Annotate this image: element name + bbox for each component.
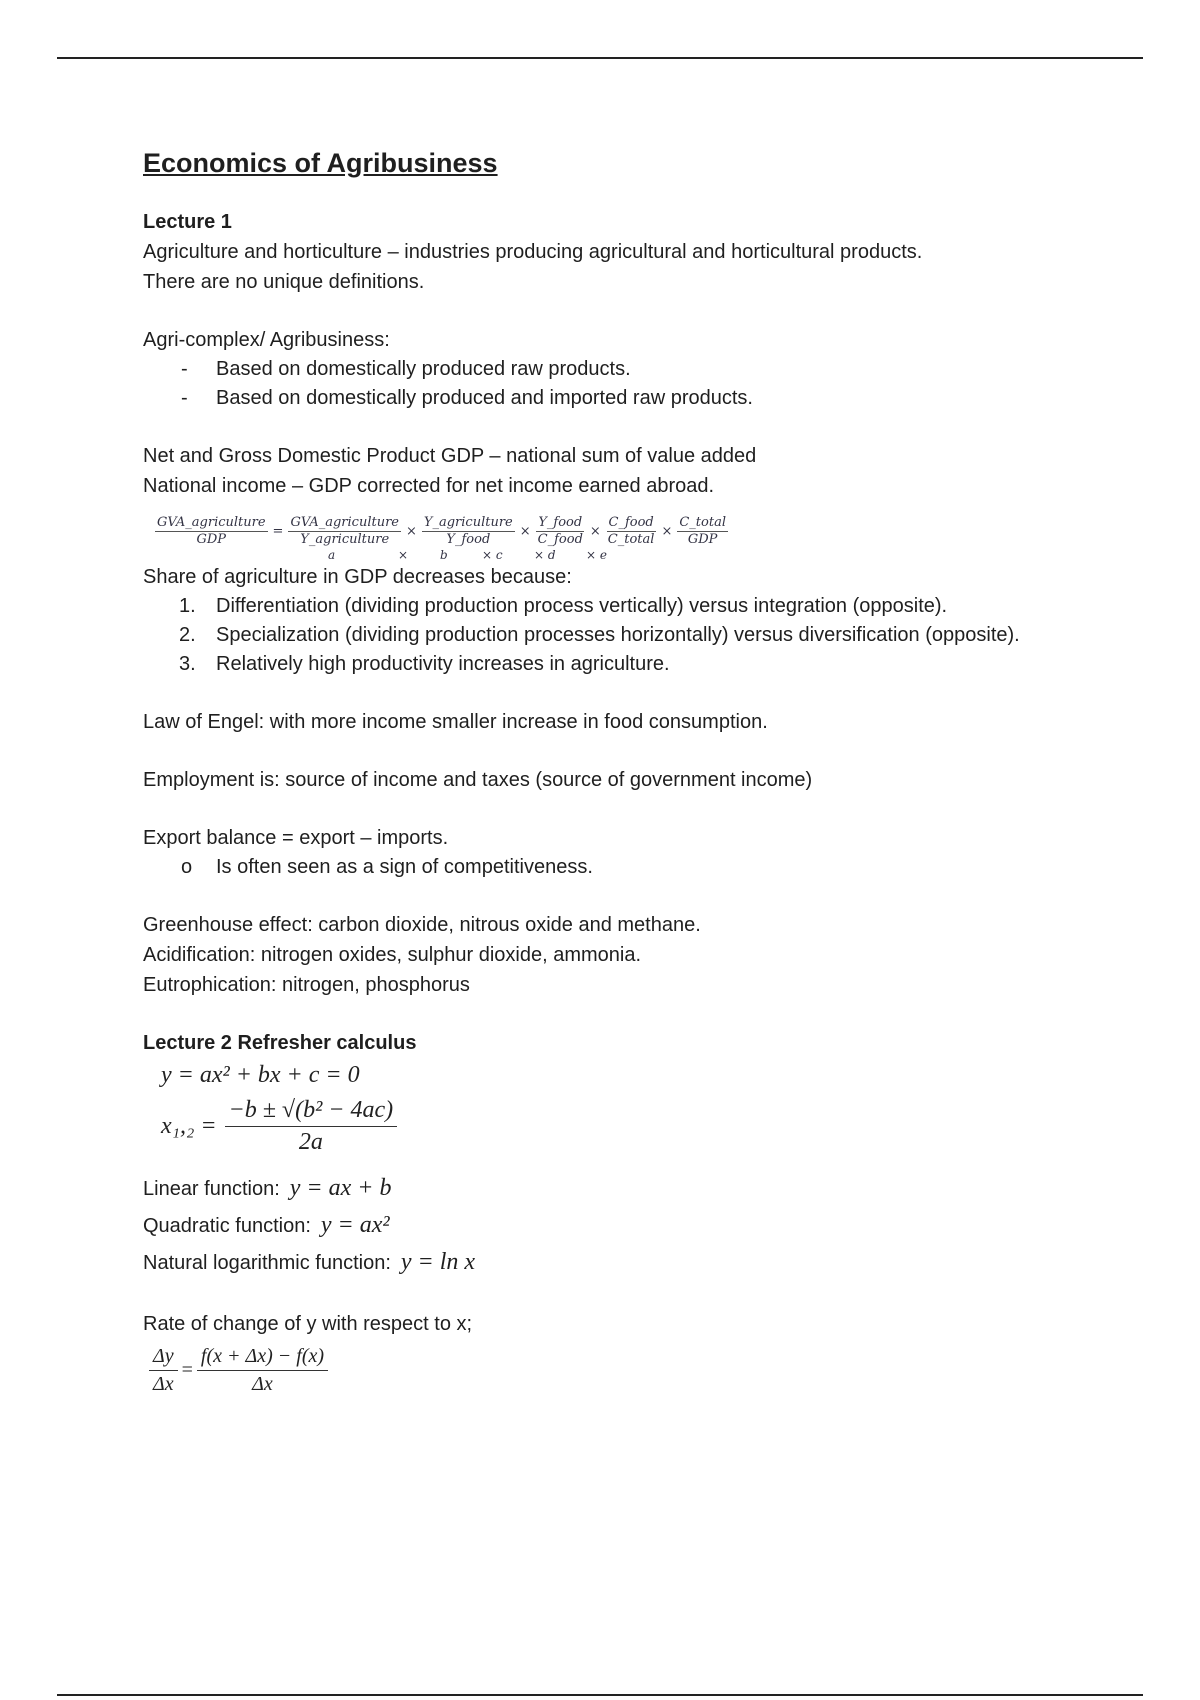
environment-line: Greenhouse effect: carbon dioxide, nitrous oxide and methane. (143, 914, 701, 936)
quadratic-roots-formula (161, 1097, 1103, 1156)
difference-quotient-formula: $\frac{\Delta y}{\Delta x}$ = $\frac{f(x + \Delta x) - f(x)}{\Delta x}$ (149, 1345, 1103, 1396)
quadratic-equation: y = ax² + bx + c = 0 (161, 1062, 360, 1088)
formula-label: × c (482, 548, 503, 562)
formula-labels (153, 548, 1103, 562)
agribusiness-label: Agri-complex/ Agribusiness: (143, 329, 390, 351)
list-item: 1. Differentiation (dividing production process vertically) versus integration (opposite). (179, 595, 948, 617)
intro-line: Agriculture and horticulture – industries producing agricultural and horticultural products. (143, 241, 923, 263)
share-label: Share of agriculture in GDP decreases because: (143, 566, 572, 588)
document-page (143, 145, 1103, 1396)
roots-lhs: x₁,₂ = (161, 1113, 217, 1139)
formula-fraction: $\frac{\text{GVA\_agriculture}}{\text{Y\_agriculture}}$ (290, 515, 399, 547)
environment-line: Acidification: nitrogen oxides, sulphur dioxide, ammonia. (143, 944, 642, 966)
share-list (143, 592, 1103, 679)
list-item: 2. Specialization (dividing production processes horizontally) versus diversification (opposite). (179, 624, 1020, 646)
formula-label: × (398, 548, 409, 562)
formula-label: × e (586, 548, 607, 562)
roots-fraction: $\frac{\text{−b ± √(b² − 4ac)}}{2a}$ (225, 1097, 398, 1156)
formula-fraction: $\frac{\text{Y\_food}}{\text{C\_food}}$ (537, 515, 583, 547)
formula-label: × d (534, 548, 556, 562)
gdp-line: Net and Gross Domestic Product GDP – national sum of value added (143, 445, 757, 467)
export-line: Export balance = export – imports. (143, 827, 449, 849)
gdp-line: National income – GDP corrected for net income earned abroad. (143, 475, 715, 497)
formula-fraction: $\frac{\text{C\_total}}{\text{GDP}}$ (679, 515, 726, 547)
lecture2-heading: Lecture 2 Refresher calculus (143, 1032, 417, 1054)
function-row: Linear function: y = ax + b (143, 1175, 392, 1201)
engel-law: Law of Engel: with more income smaller increase in food consumption. (143, 711, 768, 733)
formula-fraction: $\frac{\Delta y}{\Delta x}$ (149, 1345, 178, 1396)
agribusiness-list (143, 355, 1103, 413)
list-item: o Is often seen as a sign of competitiveness. (181, 856, 593, 878)
export-list (143, 853, 1103, 882)
intro-line: There are no unique definitions. (143, 271, 425, 293)
function-row: Quadratic function: y = ax² (143, 1212, 390, 1238)
function-row: Natural logarithmic function: y = ln x (143, 1249, 476, 1275)
formula-fraction: $\frac{\text{Y\_agriculture}}{\text{Y\_food}}$ (423, 515, 513, 547)
document-title: Economics of Agribusiness (143, 148, 498, 178)
formula-fraction: $\frac{f(x + \Delta x) - f(x)}{\Delta x}$ (197, 1345, 328, 1396)
environment-line: Eutrophication: nitrogen, phosphorus (143, 974, 470, 996)
lecture1-heading: Lecture 1 (143, 211, 232, 233)
gdp-decomposition-formula: $\frac{\text{GVA\_agriculture}}{\text{GDP}}$ = $\frac{\text{GVA\_agriculture}}{\text{Y\_agriculture}}$ × $\frac{\text{Y\_agriculture}}{\text{Y\_food}}$ × $\frac{\text{Y\_food}}{\text{C\_food}}$ × $\frac{\text{C\_food}}{\text{C\_total}}$ × $\frac{\text{C\_total}}{\text{GDP}}$ a × b × c × d × e (153, 515, 1103, 562)
employment-line: Employment is: source of income and taxes (source of government income) (143, 769, 813, 791)
list-item: - Based on domestically produced and imported raw products. (181, 387, 753, 409)
top-rule (57, 57, 1143, 59)
rate-label: Rate of change of y with respect to x; (143, 1313, 473, 1335)
formula-label: a (328, 548, 336, 562)
list-item: 3. Relatively high productivity increases in agriculture. (179, 653, 670, 675)
bottom-rule (57, 1694, 1143, 1696)
formula-fraction: $\frac{\text{C\_food}}{\text{C\_total}}$ (607, 515, 655, 547)
formula-fraction: $\frac{\text{GVA\_agriculture}}{\text{GDP}}$ (157, 515, 266, 547)
list-item: - Based on domestically produced raw products. (181, 358, 631, 380)
formula-label: b (440, 548, 448, 562)
